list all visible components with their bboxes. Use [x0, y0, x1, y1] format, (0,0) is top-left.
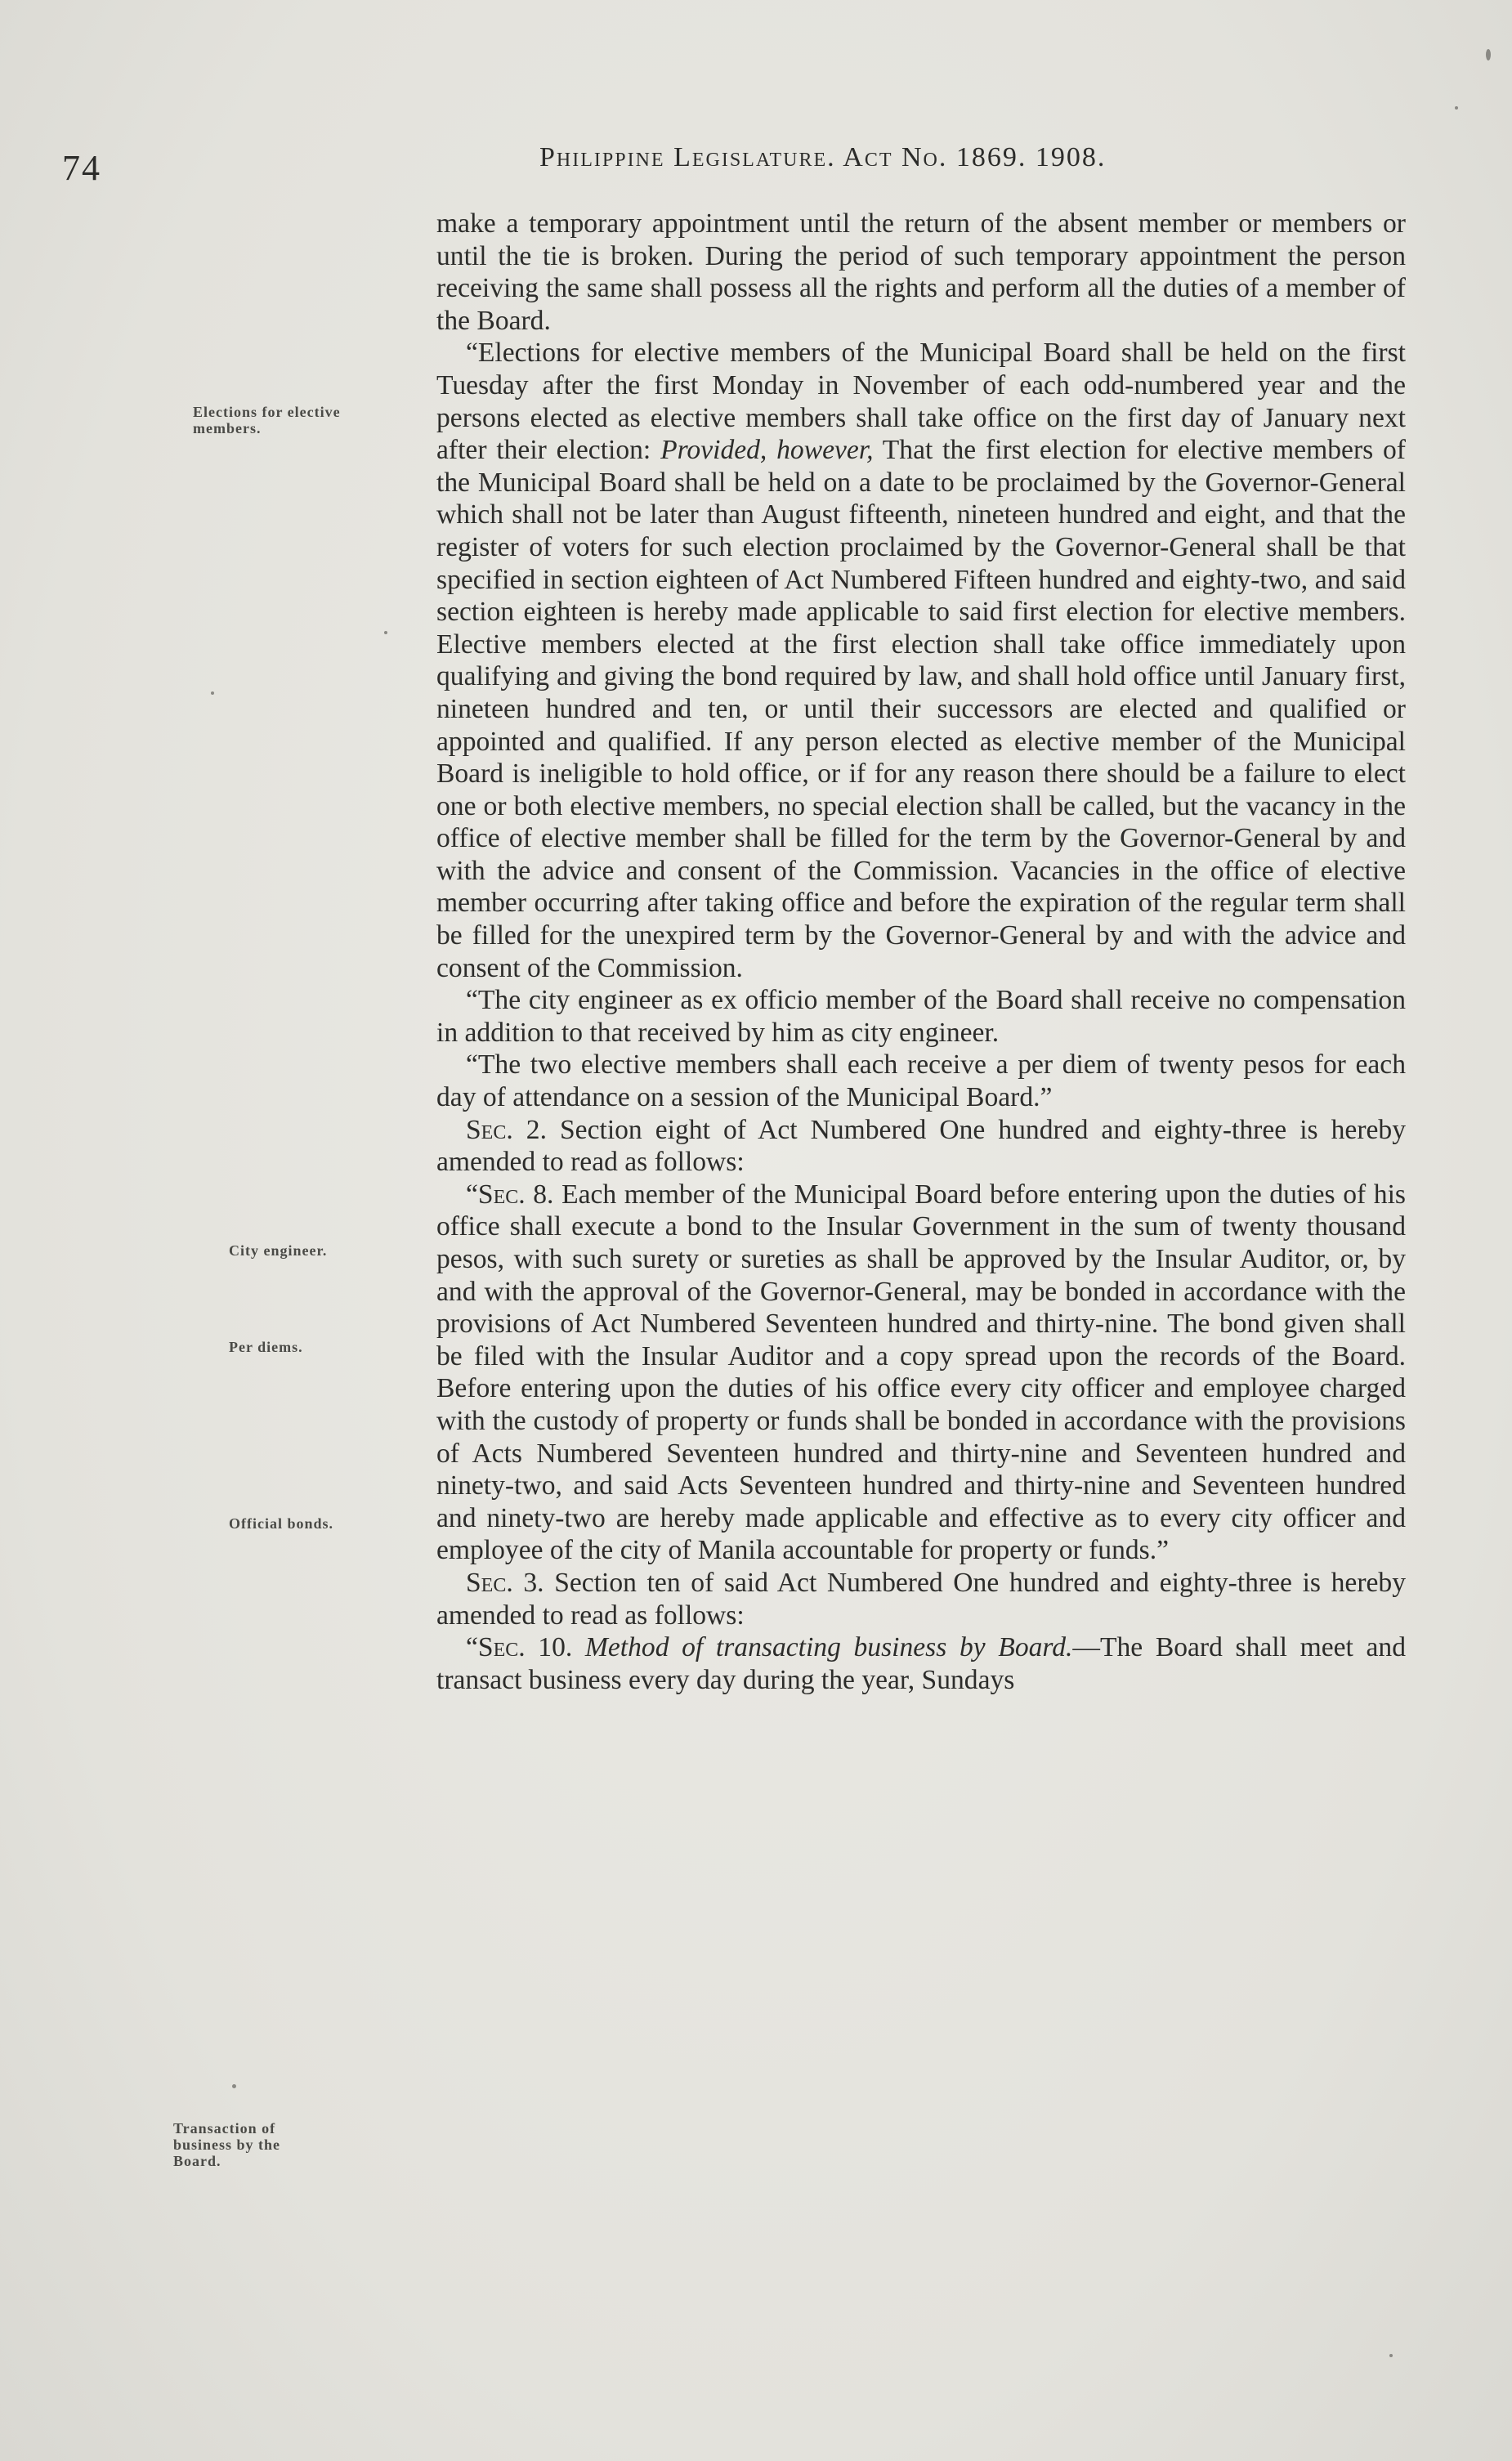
paragraph-elections-part-a: “Elections for elective members of the Municipal Board shall be held on the first Tuesday after the first Monday in November of each odd-numbered year and the persons elected as elective members shall take office on the first day of January next after their election: — [436, 338, 1406, 466]
scan-speck — [384, 631, 387, 634]
paragraph-per-diems: “The two elective members shall each receive a per diem of twenty pesos for each day of attendance on a session of the Municipal Board.” — [436, 1049, 1406, 1113]
section-label: “Sec. 8. — [466, 1179, 554, 1210]
paragraph-continuation: make a temporary appointment until the return of the absent member or members or until the tie is broken. During the period of such temporary appointment the person receiving the same shall possess all the rights and perform all the duties of a member of the Board. — [436, 208, 1406, 336]
margin-note-elections: Elections for elective members. — [193, 404, 341, 436]
paragraph-section-8 — [436, 1179, 1406, 1567]
body-text — [436, 208, 1406, 1696]
margin-note-per-diems: Per diems. — [229, 1339, 303, 1355]
paragraph-elections — [436, 337, 1406, 984]
running-head: Philippine Legislature. Act No. 1869. 1908. — [539, 142, 1107, 172]
scan-speck — [1486, 49, 1491, 60]
scan-speck — [211, 691, 214, 695]
section-text: Section ten of said Act Numbered One hundred and eighty-three is hereby amended to read as follows: — [436, 1567, 1406, 1631]
margin-note-transaction: Transaction of business by the Board. — [173, 2120, 281, 2169]
section-label: Sec. 2. — [466, 1114, 547, 1145]
provided-however: Provided, however, — [660, 435, 874, 466]
scan-speck — [1389, 2354, 1393, 2357]
margin-note-official-bonds: Official bonds. — [229, 1515, 334, 1532]
paragraph-section-3 — [436, 1567, 1406, 1631]
section-label: “Sec. 10. — [466, 1632, 573, 1663]
scan-speck — [1455, 106, 1458, 110]
paragraph-city-engineer: “The city engineer as ex officio member of the Board shall receive no compensation in addition to that received by him as city engineer. — [436, 985, 1406, 1048]
margin-note-city-engineer: City engineer. — [229, 1242, 328, 1259]
section-text: —The Board shall meet and transact business every day during the year, Sundays — [436, 1632, 1406, 1695]
page-number: 74 — [62, 148, 101, 188]
section-text: Each member of the Municipal Board before entering upon the duties of his office shall execute a bond to the Insular Government in the sum of twenty thousand pesos, with such surety or sureties as shall be approved by the Insular Auditor, or, by and with the approval of the Governor-General, may be bonded in accordance with the provisions of Act Numbered Seventeen hundred and thirty-nine. The bond given shall be filed with the Insular Auditor and a copy spread upon the records of the Board. Before entering upon the duties of his office every city officer and employee charged with the custody of property or funds shall be bonded in accordance with the provisions of Acts Numbered Seventeen hundred and thirty-nine and Seventeen hundred and ninety-two, and said Acts Seventeen hundred and thirty-nine and Seventeen hundred and ninety-two are hereby made applicable and effective as to every city officer and employee of the city of Manila accountable for property or funds.” — [436, 1179, 1406, 1566]
scan-speck — [232, 2084, 236, 2088]
paragraph-elections-part-b: That the first election for elective members of the Municipal Board shall be held on a date to be proclaimed by the Governor-General which shall not be later than August fifteenth, nineteen hundred and eight, and that the register of voters for such election proclaimed by the Governor-General shall be that specified in section eighteen of Act Numbered Fifteen hundred and eighty-two, and said section eighteen is hereby made applicable to said first election for elective members. Elective members elected at the first election shall take office immediately upon qualifying and giving the bond required by law, and shall hold office until January first, nineteen hundred and ten, or until their successors are elected and qualified or appointed and qualified. If any person elected as elective member of the Municipal Board is ineligible to hold office, or if for any reason there should be a failure to elect one or both elective members, no special election shall be called, but the vacancy in the office of elective member shall be filled for the term by the Governor-General by and with the advice and consent of the Commission. Vacancies in the office of elective member occurring after taking office and before the expiration of the regular term shall be filled for the unexpired term by the Governor-General by and with the advice and consent of the Commission. — [436, 435, 1406, 983]
section-label: Sec. 3. — [466, 1567, 544, 1598]
paragraph-section-2 — [436, 1114, 1406, 1179]
paragraph-section-10 — [436, 1631, 1406, 1696]
section-title: Method of transacting business by Board. — [572, 1632, 1073, 1663]
section-text: Section eight of Act Numbered One hundred and eighty-three is hereby amended to read as follows: — [436, 1114, 1406, 1178]
